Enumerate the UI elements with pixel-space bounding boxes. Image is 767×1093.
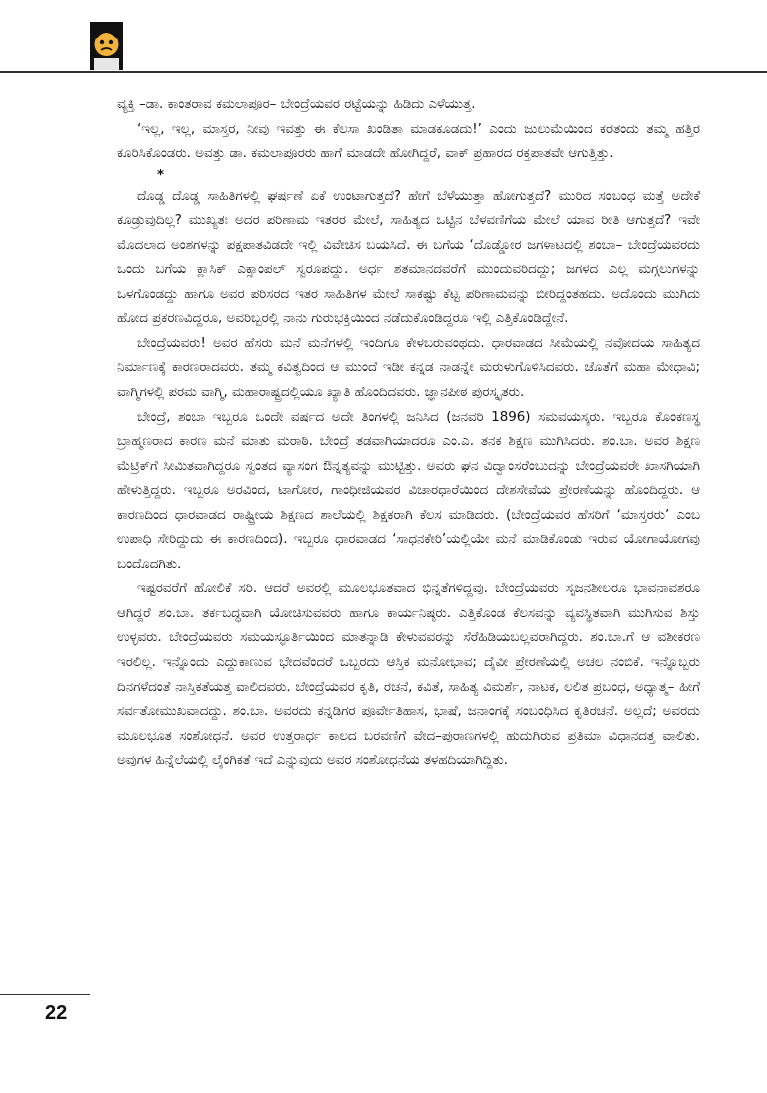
footer-rule [0, 994, 90, 995]
body-text [117, 93, 700, 774]
paragraph: ಬೇಂದ್ರೆಯವರು! ಅವರ ಹೆಸರು ಮನೆ ಮನೆಗಳಲ್ಲಿ ಇಂದಿಗೂ ಕೇಳಬರುವಂಥದು. ಧಾರವಾಡದ ಸೀಮೆಯಲ್ಲಿ ನವೋದಯ ಸಾಹಿತ್ಯದ ನಿರ್ಮಾಣಕ್ಕೆ ಕಾರಣರಾದವರು. ತಮ್ಮ ಕವಿತ್ವದಿಂದ ಆ ಮುಂದೆ ಇಡೀ ಕನ್ನಡ ನಾಡನ್ನೇ ಮರುಳುಗೊಳಿಸಿದವರು. ಜೊತೆಗೆ ಮಹಾ ಮೇಧಾವಿ; ವಾಗ್ಮಿಗಳಲ್ಲಿ ಪರಮ ವಾಗ್ಮಿ, ಮಹಾರಾಷ್ಟ್ರದಲ್ಲಿಯೂ ಖ್ಯಾತಿ ಹೊಂದಿದವರು. ಜ್ಞಾನಪೀಠ ಪುರಸ್ಕೃತರು. [117, 335, 700, 401]
page-number: 22 [45, 1002, 68, 1024]
paragraph: ಇಷ್ಟರವರೆಗೆ ಹೋಲಿಕೆ ಸರಿ. ಆದರೆ ಅವರಲ್ಲಿ ಮೂಲಭೂತವಾದ ಭಿನ್ನತೆಗಳಿದ್ದವು. ಬೇಂದ್ರೆಯವರು ಸೃಜನಶೀಲರೂ ಭಾವನಾವಶರೂ ಆಗಿದ್ದರೆ ಶಂ.ಬಾ. ತರ್ಕಬದ್ಧವಾಗಿ ಯೋಚಿಸುವವರು ಹಾಗೂ ಕಾರ್ಯನಿಷ್ಠರು. ಎತ್ತಿಕೊಂಡ ಕೆಲಸವನ್ನು ವ್ಯವಸ್ಥಿತವಾಗಿ ಮುಗಿಸುವ ಶಿಸ್ತು ಉಳ್ಳವರು. ಬೇಂದ್ರೆಯವರು ಸಮಯಸ್ಫೂರ್ತಿಯಿಂದ ಮಾತನ್ನಾಡಿ ಕೇಳುವವರನ್ನು ಸೆರೆಹಿಡಿಯಬಲ್ಲವರಾಗಿದ್ದರು. ಶಂ.ಬಾ.ಗೆ ಆ ವಶೀಕರಣ ಇರಲಿಲ್ಲ. ಇನ್ನೊಂದು ಎದ್ದುಕಾಣುವ ಭೇದವೆಂದರೆ ಒಬ್ಬರದು ಆಸ್ತಿಕ ಮನೋಭಾವ; ದೈವೀ ಪ್ರೇರಣೆಯಲ್ಲಿ ಅಚಲ ನಂಬಿಕೆ. ಇನ್ನೊಬ್ಬರು ದಿನಗಳೆದಂತೆ ನಾಸ್ತಿಕತೆಯತ್ತ ವಾಲಿದವರು. ಬೇಂದ್ರೆಯವರ ಕೃತಿ, ರಚನೆ, ಕವಿತೆ, ಸಾಹಿತ್ಯ ವಿಮರ್ಶೆ, ನಾಟಕ, ಲಲಿತ ಪ್ರಬಂಧ, ಅಧ್ಯಾತ್ಮ– ಹೀಗೆ ಸರ್ವತೋಮುಖವಾದದ್ದು. ಶಂ.ಬಾ. ಅವರದು ಕನ್ನಡಿಗರ ಪೂರ್ವೇತಿಹಾಸ, ಭಾಷೆ, ಜನಾಂಗಕ್ಕೆ ಸಂಬಂಧಿಸಿದ ಕೃತಿರಚನೆ. ಅಲ್ಲದೆ; ಅವರದು ಮೂಲಭೂತ ಸಂಶೋಧನೆ. ಅವರ ಉತ್ತರಾರ್ಧ ಕಾಲದ ಬರವಣಿಗೆ ವೇದ–ಪುರಾಣಗಳಲ್ಲಿ ಹುದುಗಿರುವ ಪ್ರತಿಮಾ ವಿಧಾನದತ್ತ ವಾಲಿತು. ಅವುಗಳ ಹಿನ್ನೆಲೆಯಲ್ಲಿ ಲೈಂಗಿಕತೆ ಇದೆ ಎನ್ನುವುದು ಅವರ ಸಂಶೋಧನೆಯ ತಳಹದಿಯಾಗಿದ್ದಿತು. [117, 581, 700, 769]
paragraph: ಬೇಂದ್ರೆ, ಶಂಬಾ ಇಬ್ಬರೂ ಒಂದೇ ವರ್ಷದ ಅದೇ ತಿಂಗಳಲ್ಲಿ ಜನಿಸಿದ (ಜನವರಿ 1896) ಸಮವಯಸ್ಕರು. ಇಬ್ಬರೂ ಕೊಂಕಣಸ್ಥ ಬ್ರಾಹ್ಮಣರಾದ ಕಾರಣ ಮನೆ ಮಾತು ಮರಾಠಿ. ಬೇಂದ್ರೆ ತಡವಾಗಿಯಾದರೂ ಎಂ.ಎ. ತನಕ ಶಿಕ್ಷಣ ಮುಗಿಸಿದರು. ಶಂ.ಬಾ. ಅವರ ಶಿಕ್ಷಣ ಮೆಟ್ರಿಕ್‌ಗೆ ಸೀಮಿತವಾಗಿದ್ದರೂ ಸ್ವಂತದ ವ್ಯಾಸಂಗ ಔನ್ನತ್ಯವನ್ನು ಮುಟ್ಟಿತ್ತು. ಅವರು ಘನ ವಿದ್ವಾಂಸರೆಂಬುದನ್ನು ಬೇಂದ್ರೆಯವರೇ ಖಾಸಗಿಯಾಗಿ ಹೇಳುತ್ತಿದ್ದರು. ಇಬ್ಬರೂ ಅರವಿಂದ, ಟಾಗೋರ, ಗಾಂಧೀಜಿಯವರ ವಿಚಾರಧಾರೆಯಿಂದ ದೇಶಸೇವೆಯ ಪ್ರೇರಣೆಯನ್ನು ಹೊಂದಿದ್ದರು. ಆ ಕಾರಣದಿಂದ ಧಾರವಾಡದ ರಾಷ್ಟ್ರೀಯ ಶಿಕ್ಷಣದ ಶಾಲೆಯಲ್ಲಿ ಶಿಕ್ಷಕರಾಗಿ ಕೆಲಸ ಮಾಡಿದರು. (ಬೇಂದ್ರೆಯವರ ಹೆಸರಿಗೆ ‘ಮಾಸ್ತರರು’ ಎಂಬ ಉಪಾಧಿ ಸೇರಿದ್ದುದು ಈ ಕಾರಣದಿಂದ). ಇಬ್ಬರೂ ಧಾರವಾಡದ ‘ಸಾಧನಕೇರಿ’ಯಲ್ಲಿಯೇ ಮನೆ ಮಾಡಿಕೊಂಡು ಇರುವ ಯೋಗಾಯೋಗವು ಬಂದೊದಗಿತು. [117, 409, 700, 572]
cartoon-face-icon [90, 22, 123, 70]
header-rule [0, 71, 767, 73]
section-separator: * [157, 167, 165, 183]
paragraph: ‘ಇಲ್ಲ, ಇಲ್ಲ, ಮಾಸ್ತರ, ನೀವು ಇವತ್ತು ಈ ಕೆಲಸಾ ಖಂಡಿತಾ ಮಾಡಕೂಡದು!’ ಎಂದು ಜುಲುಮೆಯಿಂದ ಕರತಂದು ತಮ್ಮ ಹತ್ತಿರ ಕೂರಿಸಿಕೊಂಡರು. ಅವತ್ತು ಡಾ. ಕಮಲಾಪೂರರು ಹಾಗೆ ಮಾಡದೇ ಹೋಗಿದ್ದರೆ, ವಾಕ್ ಪ್ರಹಾರದ ರಕ್ತಪಾತವೇ ಆಗುತ್ತಿತ್ತು. [117, 121, 700, 162]
paragraph: ವ್ಯಕ್ತಿ –ಡಾ. ಕಾಂತರಾವ ಕಮಲಾಪೂರ– ಬೇಂದ್ರೆಯವರ ರಟ್ಟೆಯನ್ನು ಹಿಡಿದು ಎಳೆಯುತ್ತ. [117, 97, 476, 112]
paragraph: ದೊಡ್ಡ ದೊಡ್ಡ ಸಾಹಿತಿಗಳಲ್ಲಿ ಘರ್ಷಣೆ ಏಕೆ ಉಂಟಾಗುತ್ತದೆ? ಹೇಗೆ ಬೆಳೆಯುತ್ತಾ ಹೋಗುತ್ತದೆ? ಮುರಿದ ಸಂಬಂಧ ಮತ್ತೆ ಅದೇಕೆ ಕೂಡ್ರುವುದಿಲ್ಲ? ಮುಖ್ಯತಃ ಅದರ ಪರಿಣಾಮ ಇತರರ ಮೇಲೆ, ಸಾಹಿತ್ಯದ ಒಟ್ಟಿನ ಬೆಳವಣಿಗೆಯ ಮೇಲೆ ಯಾವ ರೀತಿ ಆಗುತ್ತದೆ? ಇವೇ ಮೊದಲಾದ ಅಂಶಗಳನ್ನು ಪಕ್ಷಪಾತವಿಡದೇ ಇಲ್ಲಿ ವಿವೇಚಿಸ ಬಯಸಿದೆ. ಈ ಬಗೆಯ ‘ದೊಡ್ಡೋರ ಜಗಳಾಟದಲ್ಲಿ ಶಂಬಾ– ಬೇಂದ್ರೆಯವರದು ಒಂದು ಬಗೆಯ ಕ್ಲಾಸಿಕ್ ಎಕ್ಸಾಂಪಲ್ ಸ್ವರೂಪದ್ದು. ಅರ್ಧ ಶತಮಾನದವರೆಗೆ ಮುಂದುವರಿದದ್ದು; ಜಗಳದ ಎಲ್ಲ ಮಗ್ಗಲುಗಳನ್ನು ಒಳಗೊಂಡದ್ದು ಹಾಗೂ ಅವರ ಪರಿಸರದ ಇತರ ಸಾಹಿತಿಗಳ ಮೇಲೆ ಸಾಕಷ್ಟು ಕೆಟ್ಟ ಪರಿಣಾಮವನ್ನು ಬೀರಿದ್ದಂತಹದು. ಅದೊಂದು ಮುಗಿದು ಹೋದ ಪ್ರಕರಣವಿದ್ದರೂ, ಅವರಿಬ್ಬರಲ್ಲಿ ನಾನು ಗುರುಭಕ್ತಿಯಿಂದ ನಡೆದುಕೊಂಡಿದ್ದರೂ ಇಲ್ಲಿ ಎತ್ತಿಕೊಂಡಿದ್ದೇನೆ. [117, 188, 700, 327]
